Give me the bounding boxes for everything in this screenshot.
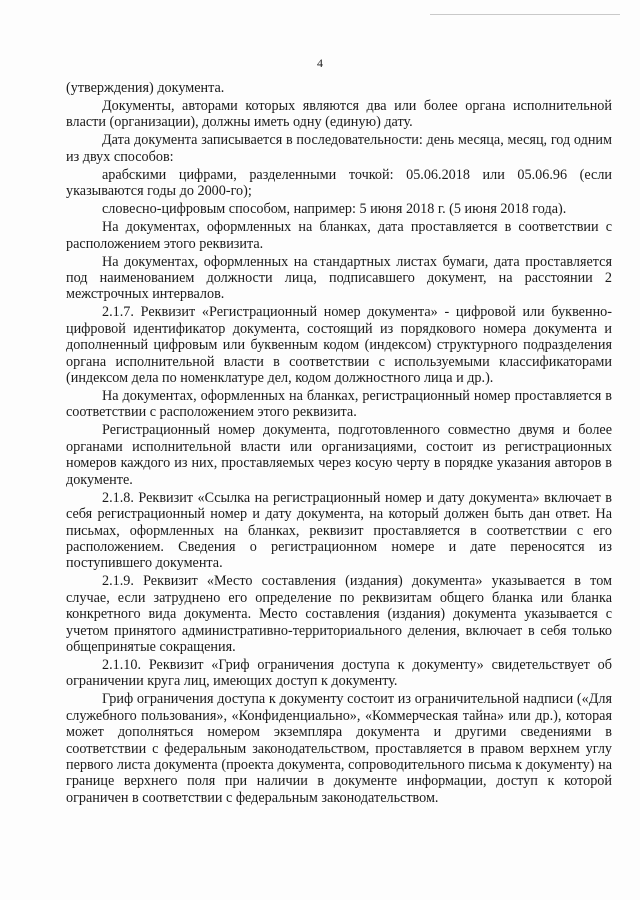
paragraph: 2.1.8. Реквизит «Ссылка на регистрационный номер и дату документа» включает в себя регистрационный номер и дату документа, на который должен быть дан ответ. На письмах, оформленных на бланках, реквизит проставляется в соответствии с его расположением. Сведения о регистрационном номере и дате переносятся из поступившего документа. [66, 489, 612, 572]
paragraph: (утверждения) документа. [66, 80, 225, 96]
paragraph: На документах, оформленных на стандартных листах бумаги, дата проставляется под наименованием должности лица, подписавшего документ, на расстоянии 2 межстрочных интервалов. [66, 253, 612, 303]
paragraph: 2.1.10. Реквизит «Гриф ограничения доступа к документу» свидетельствует об ограничении круга лиц, имеющих доступ к документу. [66, 656, 612, 690]
paragraph: Регистрационный номер документа, подготовленного совместно двумя и более органами исполнительной власти или организациями, состоит из регистрационных номеров каждого из них, проставляемых через косую черту в порядке указания авторов в документе. [66, 422, 612, 488]
scan-edge-line [430, 14, 620, 15]
paragraph: Дата документа записывается в последовательности: день месяца, месяц, год одним из двух способов: [66, 132, 612, 165]
paragraph: арабскими цифрами, разделенными точкой: 05.06.2018 или 05.06.96 (если указываются годы до 2000-го); [66, 166, 612, 200]
paragraph: словесно-цифровым способом, например: 5 июня 2018 г. (5 июня 2018 года). [102, 201, 567, 218]
paragraph: 2.1.9. Реквизит «Место составления (издания) документа» указывается в том случае, если затруднено его определение по реквизитам общего бланка или бланка конкретного вида документа. Место составления (издания) документа указывается с учетом принятого административно-территориального деления, включает в себя только общепринятые сокращения. [66, 573, 612, 655]
paragraph: Документы, авторами которых являются два или более органа исполнительной власти (организации), должны иметь одну (единую) дату. [66, 98, 612, 131]
paragraph: На документах, оформленных на бланках, дата проставляется в соответствии с расположением этого реквизита. [66, 219, 612, 252]
page-number: 4 [317, 56, 323, 70]
document-body [66, 80, 612, 808]
paragraph: 2.1.7. Реквизит «Регистрационный номер документа» - цифровой или буквенно-цифровой идентификатор документа, состоящий из порядкового номера документа и дополненный цифровым или буквенным кодом (индексом) структурного подразделения органа исполнительной власти в соответствии с используемыми классификаторами (индексом дела по номенклатуре дел, кодом должностного лица и др.). [66, 304, 612, 387]
paragraph: Гриф ограничения доступа к документу состоит из ограничительной надписи («Для служебного пользования», «Конфиденциально», «Коммерческая тайна» или др.), которая может дополняться номером экземпляра документа и другими сведениями в соответствии с федеральным законодательством, проставляется в правом верхнем углу первого листа документа (проекта документа, сопроводительного письма к документу) на границе верхнего поля при наличии в документе информации, доступ к которой ограничен в соответствии с федеральным законодательством. [66, 691, 612, 806]
paragraph: На документах, оформленных на бланках, регистрационный номер проставляется в соответствии с расположением этого реквизита. [66, 388, 612, 421]
